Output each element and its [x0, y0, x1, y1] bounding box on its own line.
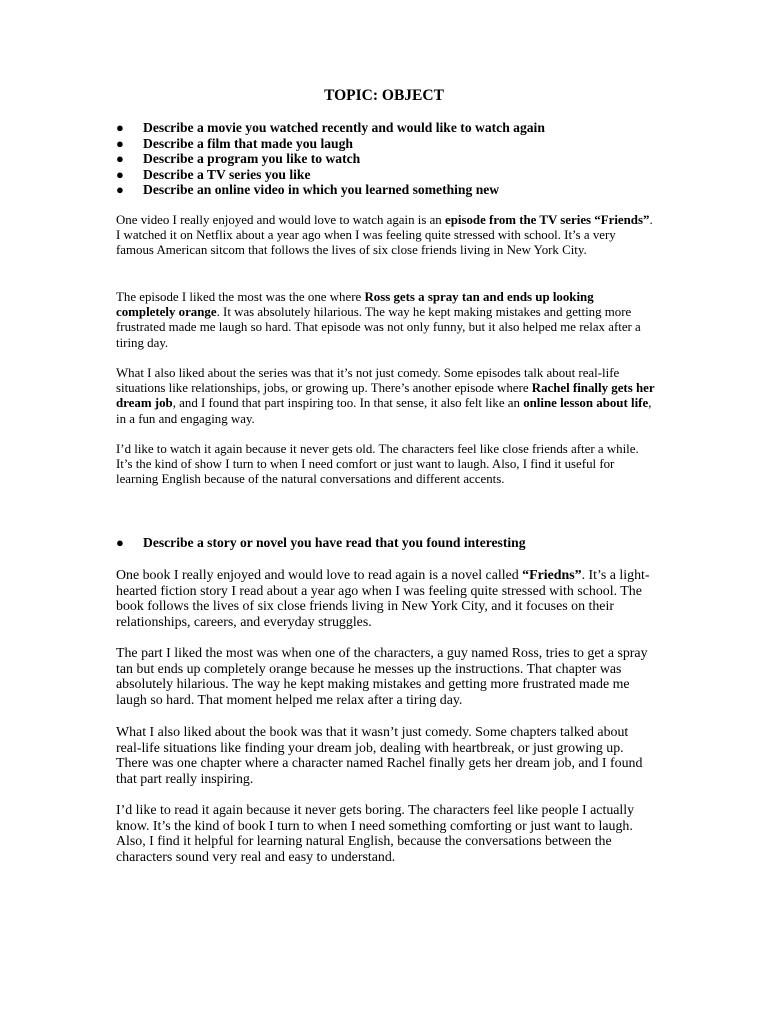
paragraph-emphasis: Rachel finally gets her dream job	[116, 381, 655, 411]
paragraph-text: , and I found that part inspiring too. In that sense, it also felt like an	[172, 396, 524, 411]
paragraph-text: . It was absolutely hilarious. The way he kept making mistakes and getting more frustrated made me laugh so hard. That episode was not only funny, but it also helped me relax after a tiring day.	[116, 305, 641, 350]
answer-paragraph-3	[116, 366, 656, 427]
paragraph-text: One book I really enjoyed and would love to read again is a novel called	[116, 568, 523, 583]
answer-paragraph-1	[116, 213, 656, 259]
topic-text: Describe a movie you watched recently and would like to watch again	[143, 120, 545, 135]
story-paragraph-1	[116, 568, 656, 630]
story-paragraph-2: The part I liked the most was when one of the characters, a guy named Ross, tries to get a spray tan but ends up completely orange because he messes up the instructions. That chapter was absolutely hilarious. The way he kept making mistakes and getting more frustrated made me laugh so hard. That moment helped me relax after a tiring day.	[116, 646, 648, 708]
topic-item	[116, 167, 545, 183]
bullet-icon: ●	[116, 135, 124, 151]
story-paragraph-3: What I also liked about the book was that it wasn’t just comedy. Some chapters talked about real-life situations like finding your dream job, dealing with heartbreak, or just growing up. There was one chapter where a character named Rachel finally gets her dream job, and I found that part really inspiring.	[116, 725, 643, 787]
topic-text: Describe a TV series you like	[143, 166, 311, 182]
paragraph-emphasis: “Friedns”	[522, 568, 582, 583]
topic-item-story	[116, 535, 526, 551]
topic-text: Describe an online video in which you learned something new	[143, 182, 500, 197]
bullet-icon: ●	[116, 151, 124, 166]
paragraph-emphasis: episode from the TV series “Friends”	[444, 213, 650, 227]
page-title: TOPIC: OBJECT	[324, 87, 444, 104]
paragraph-emphasis: online lesson about life	[523, 396, 649, 411]
topic-item	[116, 136, 545, 152]
bullet-icon: ●	[116, 182, 124, 197]
topic-item	[116, 120, 545, 136]
topic-text: Describe a program you like to watch	[143, 151, 361, 166]
topic-list	[116, 120, 545, 198]
answer-paragraph-4: I’d like to watch it again because it never gets old. The characters feel like close friends after a while. It’s the kind of show I turn to when I need comfort or just want to laugh. Also, I find it useful for learning English because of the natural conversations and different accents.	[116, 442, 639, 487]
answer-paragraph-2	[116, 290, 656, 351]
paragraph-text: The episode I liked the most was the one where	[116, 290, 365, 304]
paragraph-text: One video I really enjoyed and would love to watch again is an	[116, 213, 445, 227]
topic-item	[116, 151, 545, 167]
paragraph-text: . It’s a light-hearted fiction story I read about a year ago when I was feeling quite stressed with school. The book follows the lives of six close friends living in New York City, and it focuses on their relationships, careers, and everyday struggles.	[116, 568, 650, 630]
topic-text: Describe a film that made you laugh	[143, 135, 353, 151]
paragraph-text: What I also liked about the series was that it’s not just comedy. Some episodes talk about real-life situations like relationships, jobs, or growing up. There’s another episode where	[116, 366, 620, 396]
paragraph-text: . I watched it on Netflix about a year ago when I was feeling quite stressed with school. It’s a very famous American sitcom that follows the lives of six close friends living in New York City.	[116, 213, 653, 258]
story-paragraph-4: I’d like to read it again because it never gets boring. The characters feel like people I actually know. It’s the kind of book I turn to when I need something comforting or just want to laugh. Also, I find it helpful for learning natural English, because the conversations between the characters sound very real and easy to understand.	[116, 803, 635, 865]
paragraph-emphasis: Ross gets a spray tan and ends up looking completely orange	[116, 290, 594, 320]
bullet-icon: ●	[116, 535, 124, 550]
bullet-icon: ●	[116, 166, 124, 182]
topic-text: Describe a story or novel you have read that you found interesting	[143, 535, 526, 550]
paragraph-text: , in a fun and engaging way.	[116, 396, 652, 426]
bullet-icon: ●	[116, 120, 124, 135]
topic-item	[116, 182, 545, 198]
